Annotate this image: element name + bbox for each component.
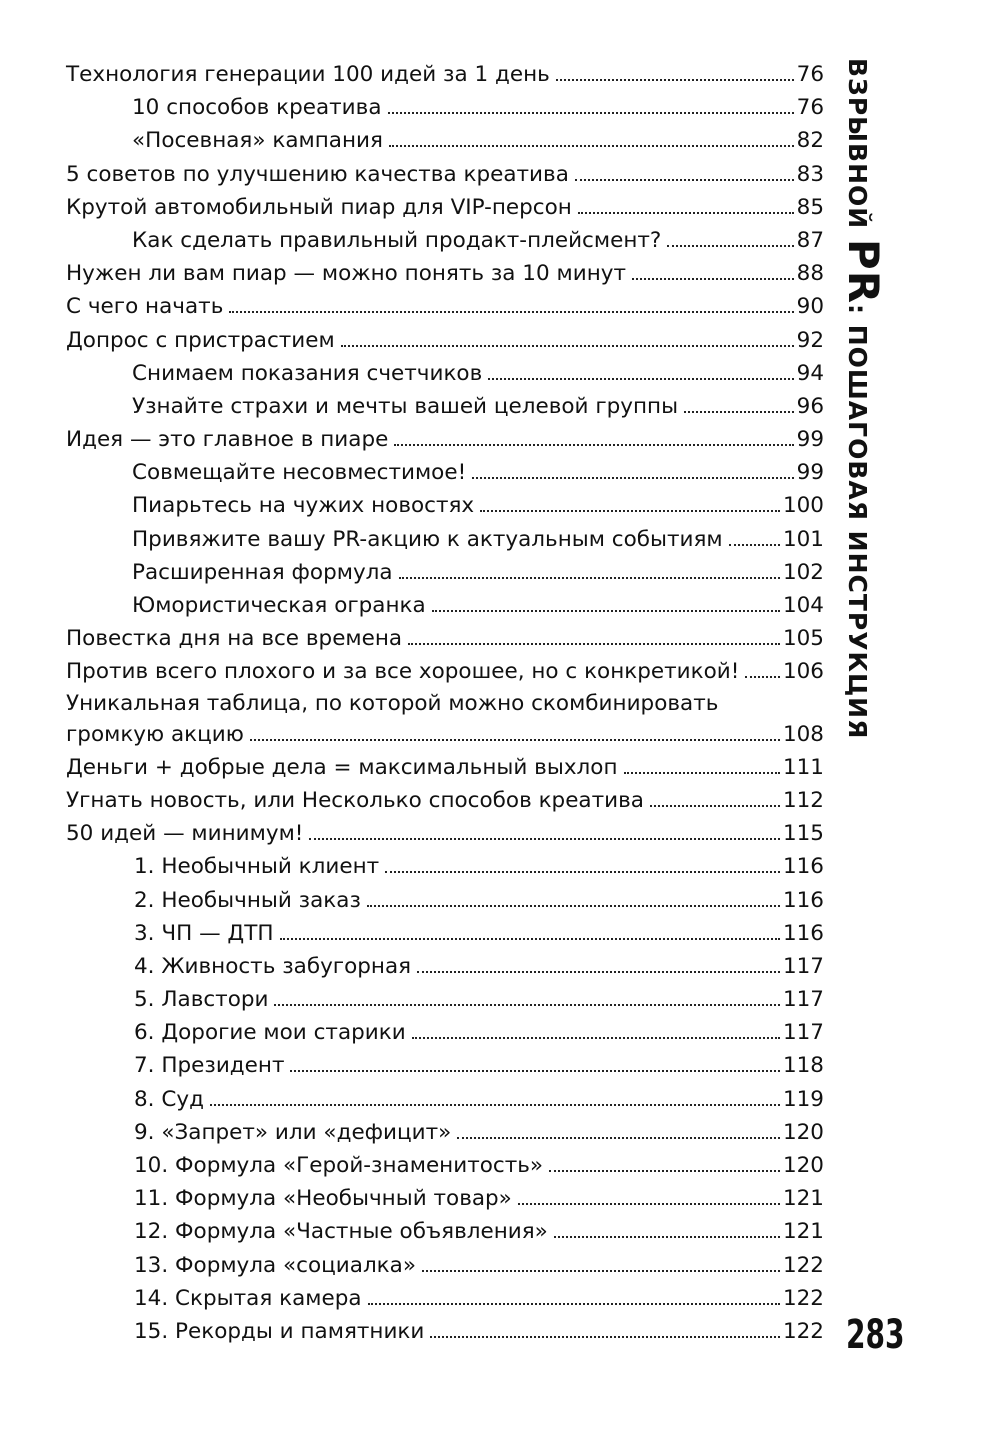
dot-leader [280, 938, 780, 940]
toc-entry [66, 784, 824, 817]
toc-entry [66, 751, 824, 784]
toc-entry [66, 1116, 824, 1149]
toc-entry-page: 96 [796, 393, 824, 419]
dot-leader [368, 1303, 780, 1305]
toc-entry-page: 88 [796, 261, 824, 287]
toc-entry-title: 4. Живность забугорная [134, 953, 412, 979]
toc-entry [66, 1182, 824, 1215]
dot-leader [488, 378, 793, 380]
toc-entry-title: Расширенная формула [132, 559, 393, 585]
dot-leader [385, 871, 780, 873]
toc-entry [66, 91, 824, 124]
dot-leader [389, 145, 794, 147]
toc-entry [66, 290, 824, 323]
toc-entry [66, 489, 824, 522]
toc-entry-title: 11. Формула «Необычный товар» [134, 1186, 512, 1212]
dot-leader [290, 1070, 779, 1072]
toc-entry-title: Допрос с пристрастием [66, 327, 335, 353]
toc-entry [66, 390, 824, 423]
toc-entry-page: 104 [782, 593, 824, 618]
toc-entry [66, 917, 824, 950]
toc-entry-page: 94 [796, 360, 824, 386]
toc-entry-title: 15. Рекорды и памятники [134, 1318, 425, 1344]
toc-entry-page: 99 [796, 427, 824, 453]
dot-leader [457, 1137, 780, 1139]
toc-entry-page: 106 [782, 659, 824, 685]
toc-entry [66, 191, 824, 224]
toc-entry-page: 99 [796, 460, 824, 486]
toc-entry-page: 117 [782, 987, 824, 1013]
toc-entry-page: 118 [782, 1053, 824, 1079]
dot-leader [412, 1037, 780, 1039]
toc-entry-title: Как сделать правильный продакт-плейсмент? [132, 227, 662, 253]
toc-entry-page: 76 [796, 95, 824, 121]
toc-entry-page: 82 [796, 128, 824, 154]
toc-entry [66, 983, 824, 1016]
toc-entry-title: Крутой автомобильный пиар для VIP-персон [66, 194, 572, 220]
toc-entry-page: 116 [782, 920, 824, 946]
dot-leader [745, 676, 780, 678]
toc-entry-title: 3. ЧП — ДТП [134, 920, 274, 946]
dot-leader [684, 411, 794, 413]
toc-entry [66, 556, 824, 589]
toc-entry [66, 456, 824, 489]
toc-entry-title: 2. Необычный заказ [134, 887, 361, 913]
dot-leader [309, 838, 780, 840]
toc-entry-title: 6. Дорогие мои старики [134, 1020, 406, 1046]
dot-leader [229, 311, 793, 313]
dot-leader [430, 1336, 780, 1338]
toc-entry [66, 423, 824, 456]
toc-entry [66, 1282, 824, 1315]
dot-leader [408, 643, 780, 645]
toc-entry-page: 101 [782, 526, 824, 552]
toc-entry-page: 76 [796, 62, 824, 87]
dot-leader [729, 544, 780, 546]
toc-entry [66, 257, 824, 290]
toc-entry-page: 116 [782, 887, 824, 913]
toc-entry-page: 122 [782, 1285, 824, 1311]
toc-entry [66, 1049, 824, 1082]
toc-entry-page: 121 [782, 1186, 824, 1212]
dot-leader [556, 79, 794, 81]
toc-entry-title: Нужен ли вам пиар — можно понять за 10 минут [66, 261, 626, 287]
toc-entry [66, 124, 824, 157]
toc-entry-title: Идея — это главное в пиаре [66, 427, 389, 453]
toc-entry-title: Привяжите вашу PR-акцию к актуальным событиям [132, 526, 723, 552]
dot-leader [575, 179, 794, 181]
dot-leader [632, 278, 794, 280]
toc-entry-page: 121 [782, 1219, 824, 1245]
toc-entry [66, 884, 824, 917]
toc-entry-page: 83 [796, 161, 824, 187]
toc-entry [66, 1215, 824, 1248]
toc-entry-page: 119 [782, 1086, 824, 1112]
toc-entry [66, 1016, 824, 1049]
toc-entry [66, 1083, 824, 1116]
toc-entry-page: 87 [796, 227, 824, 253]
toc-entry-title: Узнайте страхи и мечты вашей целевой группы [132, 393, 679, 419]
toc-entry-title: 8. Суд [134, 1086, 204, 1112]
toc-entry-title-continued: громкую акцию [66, 721, 244, 747]
toc-entry-title: 13. Формула «социалка» [134, 1252, 416, 1278]
toc-entry-page: 122 [782, 1252, 824, 1278]
toc-entry-title: Повестка дня на все времена [66, 626, 403, 652]
toc-entry-page: 116 [782, 854, 824, 880]
dot-leader [394, 444, 793, 446]
toc-entry-page: 117 [782, 1020, 824, 1046]
dot-leader [274, 1004, 779, 1006]
dot-leader [341, 345, 794, 347]
dot-leader [578, 212, 794, 214]
toc-entry-title: Против всего плохого и за все хорошее, но с конкретикой! [66, 659, 740, 685]
toc-entry-title: «Посевная» кампания [132, 128, 383, 154]
toc-entry [66, 589, 824, 622]
toc-entry-title: 12. Формула «Частные объявления» [134, 1219, 548, 1245]
toc-entry-title: 10 способов креатива [132, 95, 382, 121]
toc-entry-page: 111 [782, 754, 824, 780]
running-title-text: ВЗРЫВНОЙ PR: ПОШАГОВАЯ ИНСТРУКЦИЯ [839, 58, 888, 740]
dot-leader [399, 577, 780, 579]
toc-entry [66, 1149, 824, 1182]
dot-leader [367, 905, 780, 907]
toc-entry-title: Уникальная таблица, по которой можно скомбинировать [66, 690, 719, 716]
page-number: 283 [846, 1312, 905, 1358]
toc-entry-page: 105 [782, 626, 824, 652]
dot-leader [250, 739, 780, 741]
toc-entry-title: 7. Президент [134, 1053, 285, 1079]
dot-leader [432, 610, 780, 612]
toc-entry-page: 108 [782, 721, 824, 747]
toc-entry-title: Технология генерации 100 идей за 1 день [66, 62, 550, 87]
toc-entry-page: 102 [782, 559, 824, 585]
dot-leader [624, 772, 780, 774]
toc-entry [66, 655, 824, 688]
toc-entry [66, 850, 824, 883]
dot-leader [518, 1203, 780, 1205]
toc-entry-title: С чего начать [66, 294, 224, 320]
toc-entry-title: Юмористическая огранка [132, 593, 426, 618]
toc-entry-title: Угнать новость, или Несколько способов креатива [66, 787, 644, 813]
toc-entry-title: Деньги + добрые дела = максимальный выхлоп [66, 754, 618, 780]
toc-entry-page: 100 [782, 493, 824, 519]
toc-entry-title: 10. Формула «Герой-знаменитость» [134, 1153, 544, 1179]
toc-entry-title: 5. Лавстори [134, 987, 269, 1013]
toc-entry [66, 523, 824, 556]
dot-leader [417, 971, 780, 973]
dot-leader [388, 112, 794, 114]
toc-entry-page: 92 [796, 327, 824, 353]
dot-leader [472, 477, 793, 479]
dot-leader [554, 1236, 780, 1238]
toc-entry-page: 120 [782, 1153, 824, 1179]
dot-leader [667, 245, 793, 247]
toc-entry [66, 622, 824, 655]
toc-entry-page: 120 [782, 1119, 824, 1145]
toc-entry-page: 117 [782, 953, 824, 979]
table-of-contents [66, 58, 824, 1348]
toc-entry [66, 224, 824, 257]
toc-entry-title: Совмещайте несовместимое! [132, 460, 467, 486]
toc-entry-title: Пиарьтесь на чужих новостях [132, 493, 475, 519]
toc-entry-title: 9. «Запрет» или «дефицит» [134, 1119, 452, 1145]
toc-entry [66, 689, 824, 751]
toc-entry [66, 950, 824, 983]
toc-entry [66, 1249, 824, 1282]
toc-entry-title: 1. Необычный клиент [134, 854, 380, 880]
toc-entry-title: 50 идей — минимум! [66, 821, 304, 847]
toc-entry [66, 158, 824, 191]
dot-leader [210, 1104, 780, 1106]
toc-entry-page: 90 [796, 294, 824, 320]
toc-entry-title: Снимаем показания счетчиков [132, 360, 483, 386]
dot-leader [422, 1270, 780, 1272]
toc-entry [66, 324, 824, 357]
toc-entry-title: 14. Скрытая камера [134, 1285, 362, 1311]
toc-entry [66, 1315, 824, 1348]
dot-leader [650, 805, 780, 807]
toc-entry [66, 357, 824, 390]
toc-entry-title: 5 советов по улучшению качества креатива [66, 161, 569, 187]
toc-entry-page: 115 [782, 821, 824, 847]
toc-entry-page: 122 [782, 1318, 824, 1344]
toc-entry-page: 112 [782, 787, 824, 813]
toc-entry [66, 58, 824, 91]
toc-entry-page: 85 [796, 194, 824, 220]
dot-leader [549, 1170, 780, 1172]
dot-leader [480, 510, 780, 512]
toc-entry [66, 817, 824, 850]
